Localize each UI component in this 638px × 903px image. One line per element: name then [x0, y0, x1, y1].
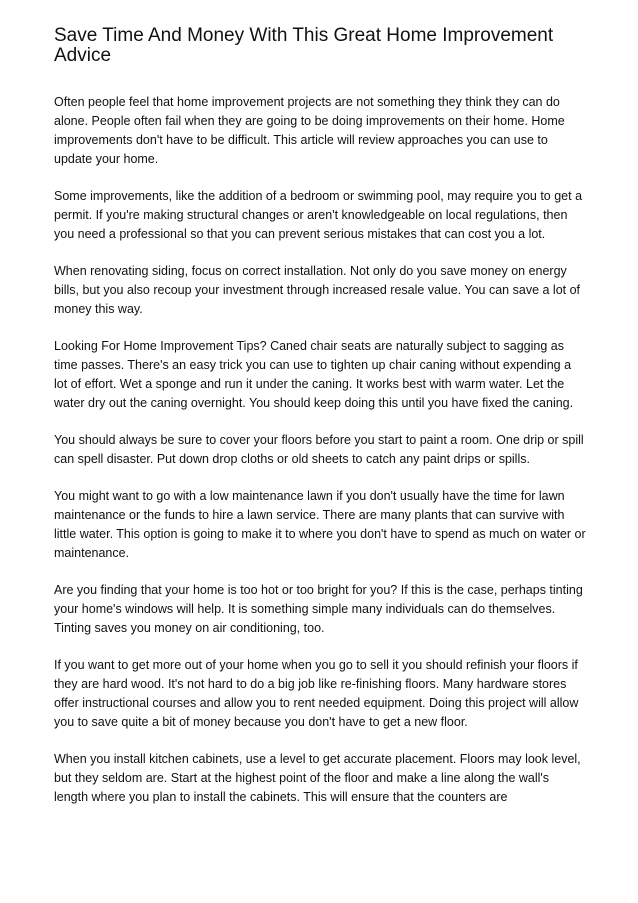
document-title: Save Time And Money With This Great Home Improvement Advice [54, 25, 554, 66]
paragraph: If you want to get more out of your home when you go to sell it you should refinish your floors if they are hard wood. It's not hard to do a big job like re-finishing floors. Many hardware stores offer instructional courses and allow you to rent needed equipment. Doing this project will allow you to save quite a bit of money because you don't have to get a new floor. [54, 658, 579, 729]
paragraph: Some improvements, like the addition of a bedroom or swimming pool, may require you to get a permit. If you're making structural changes or aren't knowledgeable on local regulations, then you need a professional so that you can prevent serious mistakes that can cost you a lot. [54, 189, 583, 241]
paragraph: Looking For Home Improvement Tips? Caned chair seats are naturally subject to sagging as time passes. There's an easy trick you can use to tighten up chair caning without expending a lot of effort. Wet a sponge and run it under the caning. It works best with warm water. Let the water dry out the caning overnight. You should keep doing this until you have fixed the caning. [54, 339, 574, 410]
paragraph: When renovating siding, focus on correct installation. Not only do you save money on energy bills, but you also recoup your investment through increased resale value. You can save a lot of money this way. [54, 264, 581, 316]
paragraph: You should always be sure to cover your floors before you start to paint a room. One drip or spill can spell disaster. Put down drop cloths or old sheets to catch any paint drips or spills. [54, 433, 584, 466]
document-page [54, 26, 586, 825]
paragraph: When you install kitchen cabinets, use a level to get accurate placement. Floors may look level, but they seldom are. Start at the highest point of the floor and make a line along the wall's length where you plan to install the cabinets. This will ensure that the counters are [54, 752, 581, 804]
paragraph: Often people feel that home improvement projects are not something they think they can do alone. People often fail when they are going to be doing improvements on their home. Home improvements don't have to be difficult. This article will review approaches you can use to update your home. [54, 95, 565, 166]
paragraph: You might want to go with a low maintenance lawn if you don't usually have the time for lawn maintenance or the funds to hire a lawn service. There are many plants that can survive with little water. This option is going to make it to where you don't have to spend as much on water or maintenance. [54, 489, 586, 560]
paragraph: Are you finding that your home is too hot or too bright for you? If this is the case, perhaps tinting your home's windows will help. It is something simple many individuals can do themselves. Tinting saves you money on air conditioning, too. [54, 583, 583, 635]
